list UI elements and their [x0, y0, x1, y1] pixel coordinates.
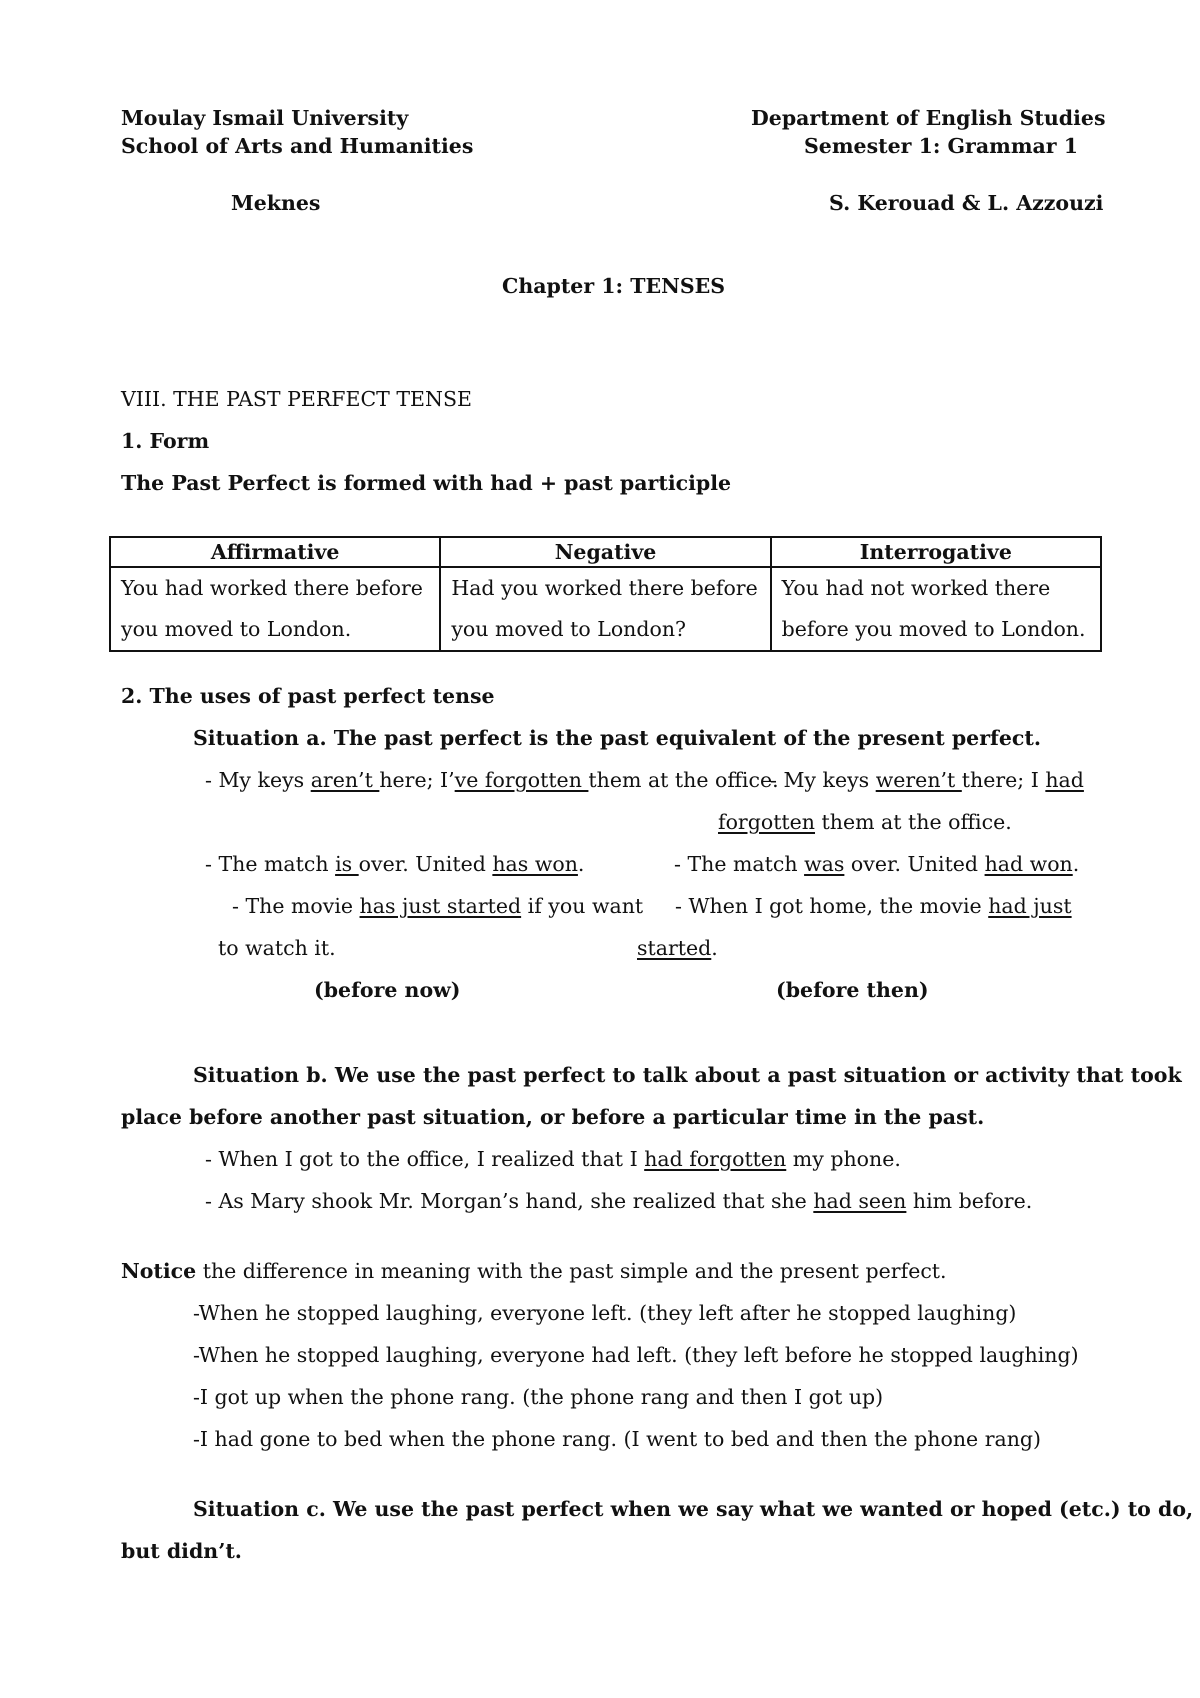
notice-example: -I got up when the phone rang. (the phone rang and then I got up)	[193, 1385, 884, 1409]
notice-example: -When he stopped laughing, everyone had left. (they left before he stopped laughing)	[193, 1343, 1079, 1367]
example-present-movie: - The movie has just started if you want	[232, 894, 644, 918]
form-heading: 1. Form	[121, 429, 210, 453]
table-header-negative: Negative	[440, 537, 770, 567]
uses-heading: 2. The uses of past perfect tense	[121, 684, 495, 708]
situation-b-title-line1: Situation b. We use the past perfect to talk about a past situation or activity that took	[193, 1063, 1182, 1087]
situation-b-example-2: - As Mary shook Mr. Morgan’s hand, she realized that she had seen him before.	[205, 1189, 1033, 1213]
table-header-row	[110, 537, 1101, 567]
notice-label: Notice	[121, 1259, 197, 1283]
example-past-movie: - When I got home, the movie had just	[675, 894, 1072, 918]
situation-b-title-line2: place before another past situation, or before a particular time in the past.	[121, 1105, 985, 1129]
example-past-movie-cont: started.	[637, 936, 718, 960]
notice-example: -I had gone to bed when the phone rang. (I went to bed and then the phone rang)	[193, 1427, 1042, 1451]
situation-c-title-line2: but didn’t.	[121, 1539, 242, 1563]
example-past-keys-cont: forgotten them at the office.	[718, 810, 1012, 834]
university-name: Moulay Ismail University	[121, 106, 409, 130]
notice-paragraph: Notice the difference in meaning with the past simple and the present perfect.	[121, 1259, 947, 1283]
semester-label: Semester 1: Grammar 1	[804, 134, 1078, 158]
situation-c-title-line1: Situation c. We use the past perfect when we say what we wanted or hoped (etc.) to do,	[193, 1497, 1194, 1521]
table-cell: You had worked there before you moved to London.	[110, 567, 440, 651]
table-cell: You had not worked there before you moved to London.	[771, 567, 1101, 651]
example-present-match: - The match is over. United has won.	[205, 852, 585, 876]
situation-b-example-1: - When I got to the office, I realized that I had forgotten my phone.	[205, 1147, 901, 1171]
before-then-label: (before then)	[776, 978, 929, 1002]
chapter-title: Chapter 1: TENSES	[502, 274, 726, 298]
table-header-affirmative: Affirmative	[110, 537, 440, 567]
school-name: School of Arts and Humanities	[121, 134, 474, 158]
table-header-interrogative: Interrogative	[771, 537, 1101, 567]
before-now-label: (before now)	[314, 978, 461, 1002]
city-name: Meknes	[231, 191, 321, 215]
section-title: VIII. THE PAST PERFECT TENSE	[121, 387, 472, 411]
department-name: Department of English Studies	[751, 106, 1106, 130]
notice-example: -When he stopped laughing, everyone left. (they left after he stopped laughing)	[193, 1301, 1017, 1325]
form-rule: The Past Perfect is formed with had + past participle	[121, 471, 732, 495]
example-present-keys: - My keys aren’t here; I’ve forgotten them at the office.	[205, 768, 779, 792]
situation-a-title: Situation a. The past perfect is the past equivalent of the present perfect.	[193, 726, 1041, 750]
example-past-match: - The match was over. United had won.	[674, 852, 1080, 876]
table-cell: Had you worked there before you moved to London?	[440, 567, 770, 651]
example-past-keys: - My keys weren’t there; I had	[770, 768, 1084, 792]
example-present-movie-cont: to watch it.	[218, 936, 336, 960]
forms-table	[109, 536, 1102, 652]
authors-label: S. Kerouad & L. Azzouzi	[829, 191, 1104, 215]
table-row	[110, 567, 1101, 651]
